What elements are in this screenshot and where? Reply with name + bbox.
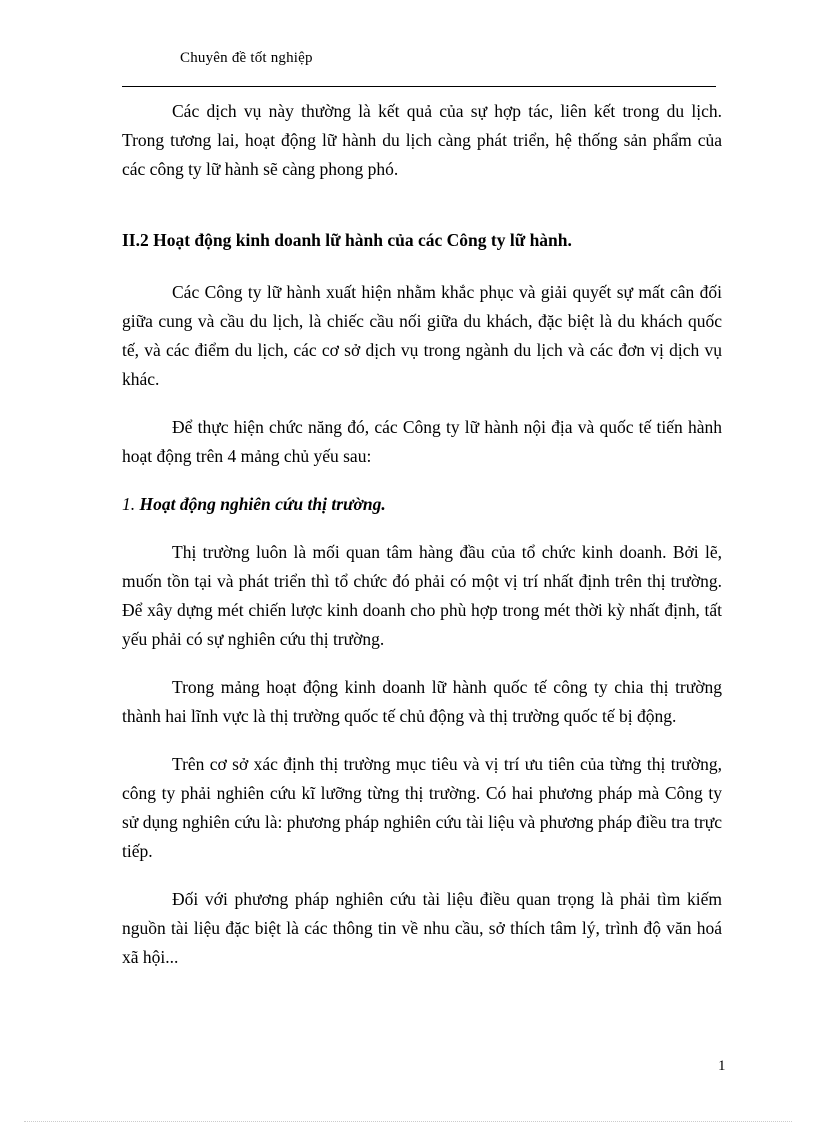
- paragraph-market-division: Trong mảng hoạt động kinh doanh lữ hành quốc tế công ty chia thị trường thành hai lĩnh vực là thị trường quốc tế chủ động và thị trường quốc tế bị động.: [122, 677, 722, 726]
- paragraph-market-concern: Thị trường luôn là mối quan tâm hàng đầu của tổ chức kinh doanh. Bởi lẽ, muốn tồn tại và phát triển thì tổ chức đó phải có một vị trí nhất định trên thị trường. Để xây dựng mét chiến lược kinh doanh cho phù hợp trong mét thời kỳ nhất định, tất yếu phải có sự nghiên cứu thị trường.: [122, 542, 722, 649]
- spacer: [122, 394, 722, 413]
- document-body: [122, 97, 722, 972]
- subsection-heading-market-research: [122, 490, 722, 519]
- subsection-title: Hoạt động nghiên cứu thị trường.: [135, 494, 386, 514]
- spacer: [122, 255, 722, 278]
- page-bottom-edge: [24, 1121, 792, 1122]
- subsection-number: 1.: [122, 494, 136, 514]
- spacer: [122, 731, 722, 750]
- spacer: [122, 184, 722, 226]
- spacer: [122, 866, 722, 885]
- header-divider: [122, 86, 716, 87]
- paragraph-document-research: Đối với phương pháp nghiên cứu tài liệu điều quan trọng là phải tìm kiếm nguồn tài liệu đặc biệt là các thông tin về nhu cầu, sở thích tâm lý, trình độ văn hoá xã hội...: [122, 889, 722, 967]
- spacer: [122, 654, 722, 673]
- paragraph-travel-companies: Các Công ty lữ hành xuất hiện nhằm khắc phục và giải quyết sự mất cân đối giữa cung và cầu du lịch, là chiếc cầu nối giữa du khách, đặc biệt là du khách quốc tế, và các điểm du lịch, các cơ sở dịch vụ trong ngành du lịch và các đơn vị dịch vụ khác.: [122, 282, 722, 389]
- page-number: 1: [718, 1058, 726, 1074]
- paragraph-functions: Để thực hiện chức năng đó, các Công ty lữ hành nội địa và quốc tế tiến hành hoạt động trên 4 mảng chủ yếu sau:: [122, 417, 722, 466]
- spacer: [122, 471, 722, 490]
- page-header-title: Chuyên đề tốt nghiệp: [180, 50, 313, 66]
- spacer: [122, 519, 722, 538]
- paragraph-research-methods: Trên cơ sở xác định thị trường mục tiêu và vị trí ưu tiên của từng thị trường, công ty phải nghiên cứu kĩ lưỡng từng thị trường. Có hai phương pháp mà Công ty sử dụng nghiên cứu là: phương pháp nghiên cứu tài liệu và phương pháp điều tra trực tiếp.: [122, 754, 722, 861]
- paragraph-services: Các dịch vụ này thường là kết quả của sự hợp tác, liên kết trong du lịch. Trong tương lai, hoạt động lữ hành du lịch càng phát triển, hệ thống sản phẩm của các công ty lữ hành sẽ càng phong phó.: [122, 101, 722, 179]
- section-heading-ii-2: II.2 Hoạt động kinh doanh lữ hành của các Công ty lữ hành.: [122, 230, 572, 250]
